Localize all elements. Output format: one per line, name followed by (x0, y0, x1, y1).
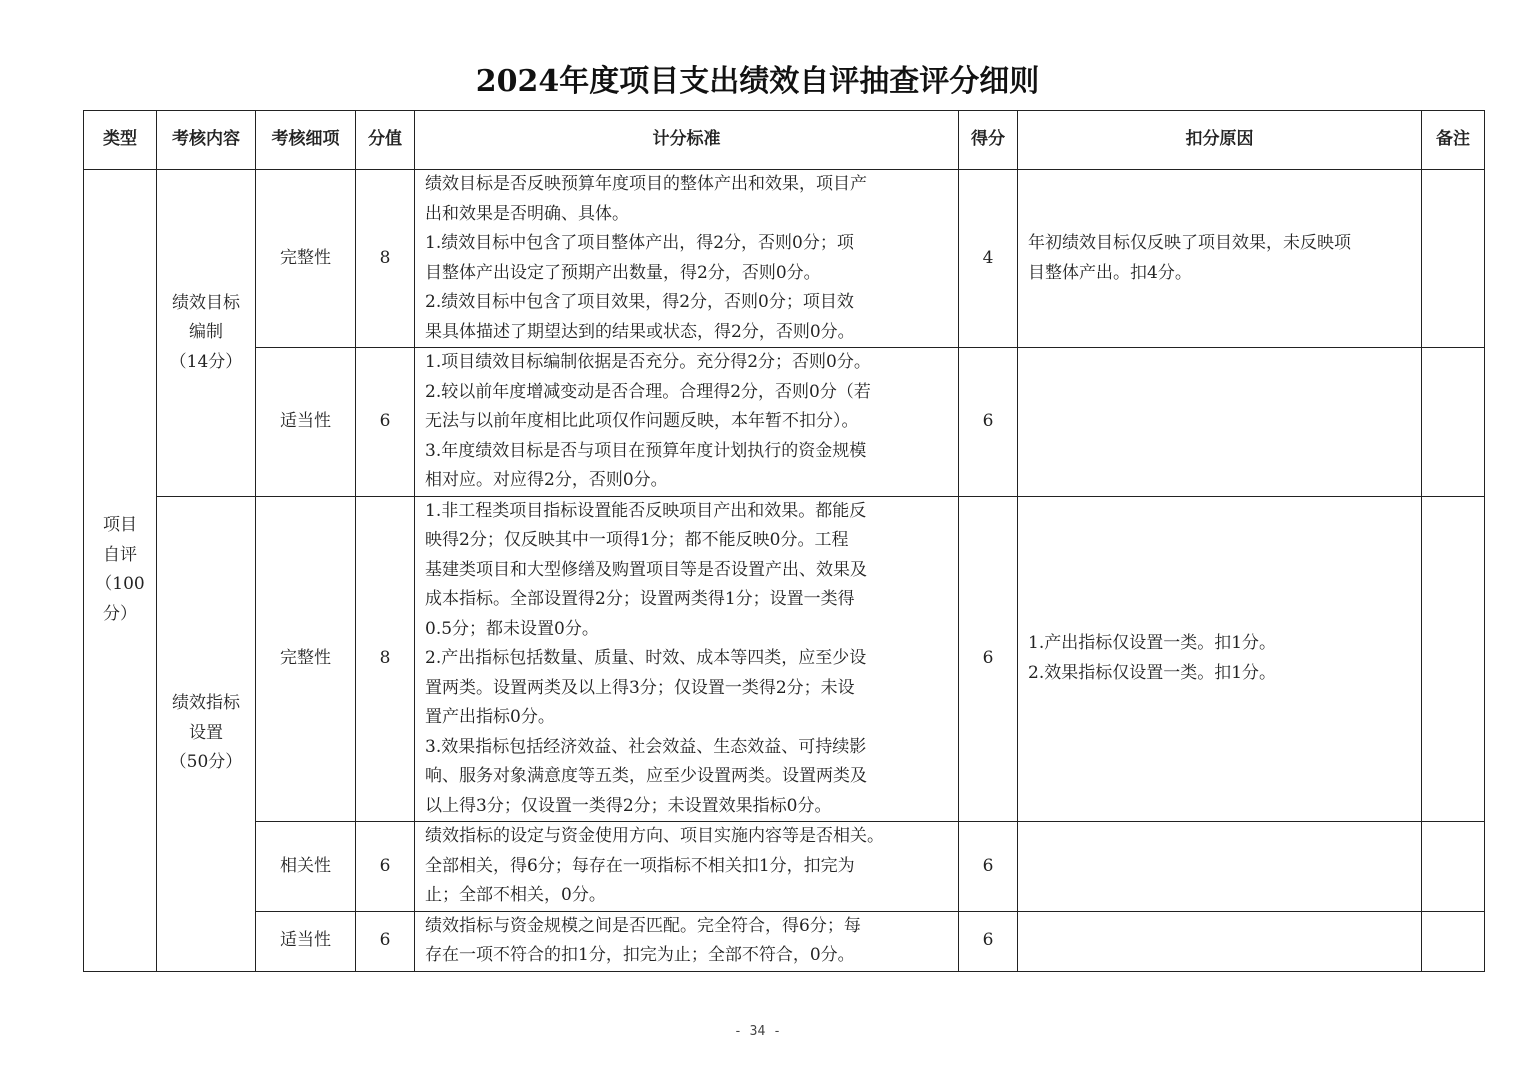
content-cell (157, 170, 256, 497)
reason-line: 1.产出指标仅设置一类。扣1分。 (1028, 633, 1277, 654)
category-line: 分） (103, 603, 137, 624)
score-cell: 6 (959, 911, 1018, 971)
standard-line: 以上得3分；仅设置一类得2分；未设置效果指标0分。 (425, 795, 832, 816)
header-content: 考核内容 (157, 111, 256, 170)
reason-cell (1018, 348, 1422, 497)
points-cell: 8 (356, 496, 415, 822)
table-row (84, 348, 1485, 497)
table-row (84, 822, 1485, 912)
standard-line: 成本指标。全部设置得2分；设置两类得1分；设置一类得 (425, 589, 855, 609)
header-points: 分值 (356, 111, 415, 170)
table-row (84, 496, 1485, 822)
note-cell (1422, 911, 1485, 971)
standard-line: 1.非工程类项目指标设置能否反映项目产出和效果。都能反 (425, 500, 867, 521)
item-cell: 适当性 (256, 911, 356, 971)
content-line: 绩效指标 (172, 693, 240, 714)
header-reason: 扣分原因 (1018, 111, 1422, 170)
points-cell: 6 (356, 348, 415, 497)
standard-line: 1.绩效目标中包含了项目整体产出，得2分，否则0分；项 (425, 233, 854, 253)
reason-cell (1018, 911, 1422, 971)
standard-cell (415, 496, 959, 822)
content-cell (157, 496, 256, 971)
standard-cell (415, 822, 959, 912)
content-line: （14分） (169, 351, 243, 372)
note-cell (1422, 348, 1485, 497)
reason-line: 2.效果指标仅设置一类。扣1分。 (1028, 662, 1277, 683)
header-note: 备注 (1422, 111, 1485, 170)
score-cell: 6 (959, 348, 1018, 497)
standard-line: 出和效果是否明确、具体。 (425, 203, 629, 224)
item-cell: 适当性 (256, 348, 356, 497)
standard-cell (415, 170, 959, 348)
note-cell (1422, 170, 1485, 348)
category-line: 项目 (103, 515, 137, 536)
standard-line: 绩效指标与资金规模之间是否匹配。完全符合，得6分；每 (425, 915, 861, 936)
points-cell: 6 (356, 822, 415, 912)
header-item: 考核细项 (256, 111, 356, 170)
score-cell: 6 (959, 822, 1018, 912)
page-number: - 34 - (734, 1024, 781, 1039)
item-cell: 完整性 (256, 496, 356, 822)
note-cell (1422, 822, 1485, 912)
standard-line: 存在一项不符合的扣1分，扣完为止；全部不符合，0分。 (425, 945, 855, 965)
score-cell: 4 (959, 170, 1018, 348)
standard-line: 映得2分；仅反映其中一项得1分；都不能反映0分。工程 (425, 530, 849, 550)
standard-cell (415, 348, 959, 497)
content-line: 绩效目标 (172, 292, 240, 313)
scoring-table (83, 110, 1485, 972)
item-cell: 完整性 (256, 170, 356, 348)
reason-line: 目整体产出。扣4分。 (1028, 262, 1192, 283)
note-cell (1422, 496, 1485, 822)
standard-line: 2.绩效目标中包含了项目效果，得2分，否则0分；项目效 (425, 292, 854, 312)
points-cell: 8 (356, 170, 415, 348)
standard-line: 基建类项目和大型修缮及购置项目等是否设置产出、效果及 (425, 559, 867, 580)
reason-cell (1018, 170, 1422, 348)
header-score: 得分 (959, 111, 1018, 170)
standard-line: 全部相关，得6分；每存在一项指标不相关扣1分，扣完为 (425, 855, 855, 876)
standard-line: 1.项目绩效目标编制依据是否充分。充分得2分；否则0分。 (425, 352, 871, 372)
standard-line: 置产出指标0分。 (425, 707, 555, 727)
reason-cell (1018, 496, 1422, 822)
category-line: （100 (95, 574, 145, 595)
standard-line: 2.较以前年度增减变动是否合理。合理得2分，否则0分（若 (425, 381, 871, 402)
reason-cell (1018, 822, 1422, 912)
standard-line: 绩效目标是否反映预算年度项目的整体产出和效果，项目产 (425, 174, 867, 194)
score-cell: 6 (959, 496, 1018, 822)
header-type: 类型 (84, 111, 157, 170)
standard-line: 果具体描述了期望达到的结果或状态，得2分，否则0分。 (425, 321, 855, 342)
standard-line: 2.产出指标包括数量、质量、时效、成本等四类，应至少设 (425, 648, 867, 668)
standard-line: 3.年度绩效目标是否与项目在预算年度计划执行的资金规模 (425, 440, 867, 461)
item-cell: 相关性 (256, 822, 356, 912)
content-line: 设置 (189, 722, 223, 743)
standard-line: 止；全部不相关，0分。 (425, 885, 606, 905)
standard-line: 相对应。对应得2分，否则0分。 (425, 470, 668, 490)
table-row (84, 911, 1485, 971)
standard-line: 响、服务对象满意度等五类，应至少设置两类。设置两类及 (425, 766, 867, 786)
standard-line: 3.效果指标包括经济效益、社会效益、生态效益、可持续影 (425, 736, 867, 757)
standard-cell (415, 911, 959, 971)
standard-line: 目整体产出设定了预期产出数量，得2分，否则0分。 (425, 262, 821, 283)
header-row (84, 111, 1485, 170)
standard-line: 0.5分；都未设置0分。 (425, 618, 599, 639)
standard-line: 置两类。设置两类及以上得3分；仅设置一类得2分；未设 (425, 677, 855, 698)
header-standard: 计分标准 (415, 111, 959, 170)
reason-line: 年初绩效目标仅反映了项目效果，未反映项 (1028, 233, 1351, 253)
content-line: 编制 (189, 322, 223, 342)
category-line: 自评 (103, 544, 137, 565)
page-title: 2024年度项目支出绩效自评抽查评分细则 (475, 64, 1040, 99)
content-line: （50分） (169, 752, 243, 773)
category-cell (84, 170, 157, 972)
standard-line: 绩效指标的设定与资金使用方向、项目实施内容等是否相关。 (425, 826, 884, 846)
points-cell: 6 (356, 911, 415, 971)
table-row (84, 170, 1485, 348)
standard-line: 无法与以前年度相比此项仅作问题反映，本年暂不扣分）。 (425, 411, 859, 431)
